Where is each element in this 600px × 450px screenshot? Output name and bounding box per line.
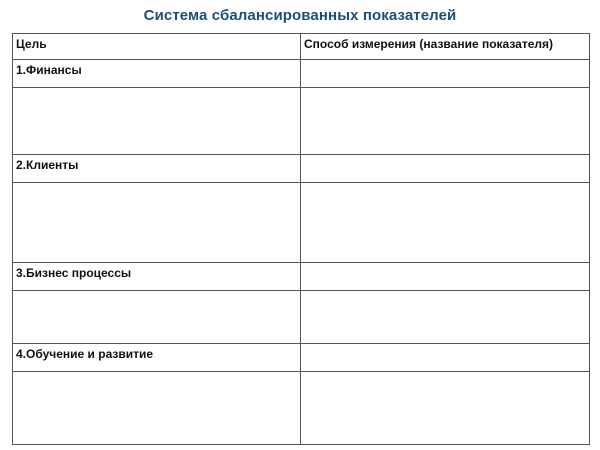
goal-cell [13, 372, 301, 445]
section-label-business-processes: 3.Бизнес процессы [13, 263, 301, 291]
section-measure-finance [301, 60, 590, 88]
measure-cell [301, 372, 590, 445]
goal-cell [13, 291, 301, 344]
section-row-clients [13, 155, 590, 183]
goal-cell [13, 88, 301, 155]
section-measure-clients [301, 155, 590, 183]
section-row-business-processes [13, 263, 590, 291]
table-row [13, 372, 590, 445]
measure-cell [301, 88, 590, 155]
page-title: Система сбалансированных показателей [143, 7, 457, 24]
section-measure-business-processes [301, 263, 590, 291]
table-row [13, 88, 590, 155]
table-header-row [13, 34, 590, 60]
measure-cell [301, 291, 590, 344]
table-row [13, 183, 590, 263]
section-row-learning-growth [13, 344, 590, 372]
section-measure-learning-growth [301, 344, 590, 372]
section-row-finance [13, 60, 590, 88]
table-row [13, 291, 590, 344]
section-label-clients: 2.Клиенты [13, 155, 301, 183]
section-label-finance: 1.Финансы [13, 60, 301, 88]
goal-cell [13, 183, 301, 263]
header-measure: Способ измерения (название показателя) [301, 34, 590, 60]
balanced-scorecard-table [12, 33, 590, 445]
header-goal: Цель [13, 34, 301, 60]
measure-cell [301, 183, 590, 263]
section-label-learning-growth: 4.Обучение и развитие [13, 344, 301, 372]
